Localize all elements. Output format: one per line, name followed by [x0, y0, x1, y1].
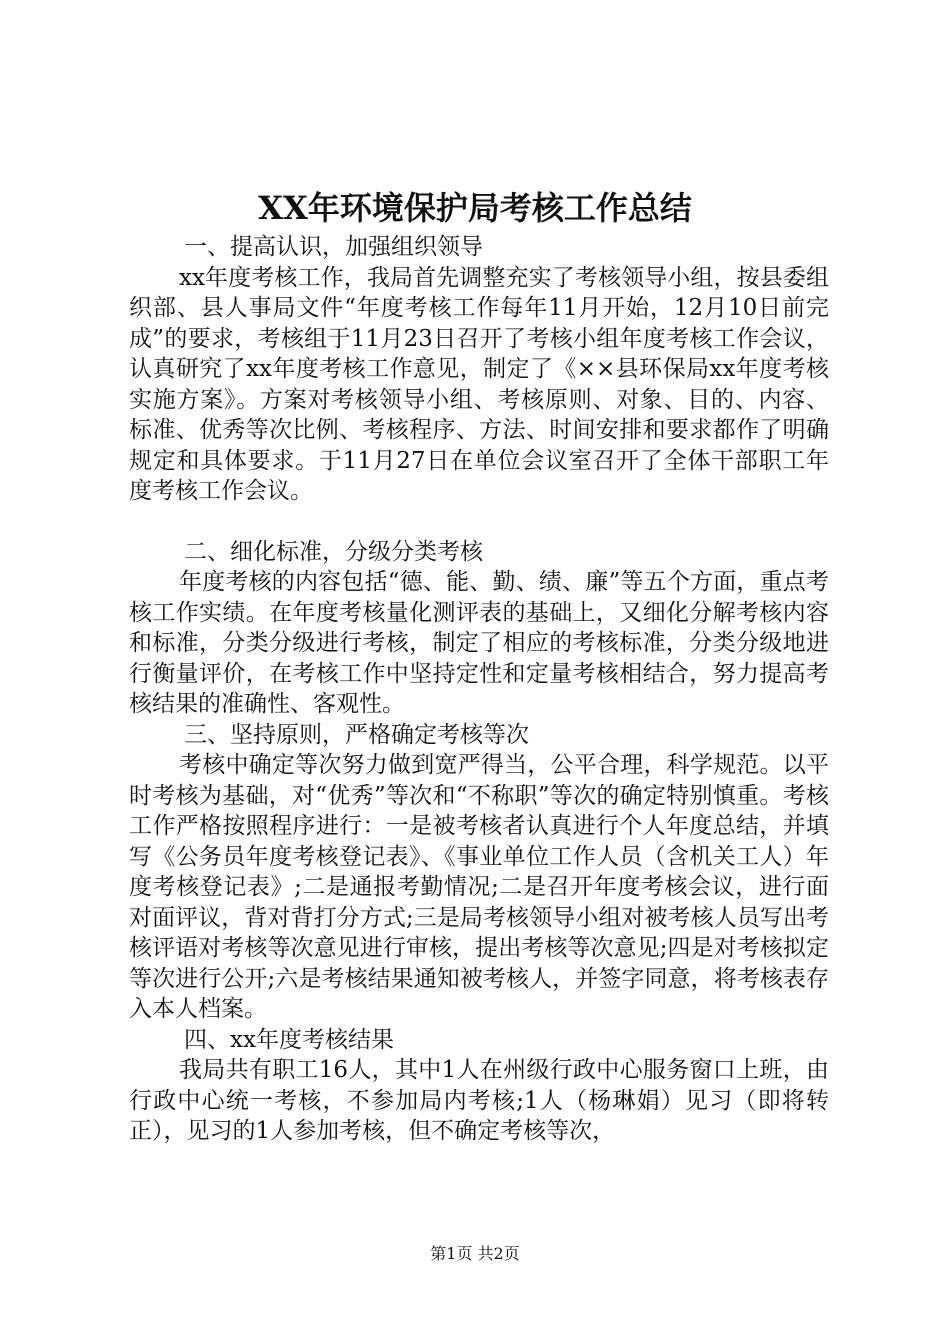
paragraph-gap [129, 507, 829, 537]
section-paragraph: 年度考核的内容包括“德、能、勤、绩、廉”等五个方面，重点考核工作实绩。在年度考核量化测评表的基础上，又细化分解考核内容和标准，分类分级进行考核，制定了相应的考核标准，分类分级地进行衡量评价，在考核工作中坚持定性和定量考核相结合，努力提高考核结果的准确性、客观性。 [129, 569, 829, 717]
section-paragraph: 我局共有职工16人，其中1人在州级行政中心服务窗口上班，由行政中心统一考核，不参加局内考核;1人（杨琳娟）见习（即将转正），见习的1人参加考核，但不确定考核等次， [129, 1057, 829, 1144]
document-title: XX年环境保护局考核工作总结 [258, 189, 692, 227]
section-paragraph: xx年度考核工作，我局首先调整充实了考核领导小组，按县委组织部、县人事局文件“年度考核工作每年11月开始，12月10日前完成”的要求，考核组于11月23日召开了考核小组年度考核工作会议，认真研究了xx年度考核工作意见，制定了《××县环保局xx年度考核实施方案》。方案对考核领导小组、考核原则、对象、目的、内容、标准、优秀等次比例、考核程序、方法、时间安排和要求都作了明确规定和具体要求。于11月27日在单位会议室召开了全体干部职工年度考核工作会议。 [129, 264, 829, 504]
section-heading: 一、提高认识，加强组织领导 [184, 234, 483, 260]
page-footer: 第1页 共2页 [430, 1244, 520, 1263]
section-3 [129, 720, 829, 1025]
section-2 [129, 537, 829, 720]
document-body [129, 232, 829, 1147]
section-paragraph: 考核中确定等次努力做到宽严得当，公平合理，科学规范。以平时考核为基础，对“优秀”等次和“不称职”等次的确定特别慎重。考核工作严格按照程序进行：一是被考核者认真进行个人年度总结，并填写《公务员年度考核登记表》、《事业单位工作人员（含机关工人）年度考核登记表》;二是通报考勤情况;二是召开年度考核会议，进行面对面评议，背对背打分方式;三是局考核领导小组对被考核人员写出考核评语对考核等次意见进行审核，提出考核等次意见;四是对考核拟定等次进行公开;六是考核结果通知被考核人，并签字同意，将考核表存入本人档案。 [129, 752, 829, 1022]
section-4 [129, 1025, 829, 1147]
section-1 [129, 232, 829, 507]
section-heading: 三、坚持原则，严格确定考核等次 [184, 721, 529, 748]
section-heading: 二、细化标准，分级分类考核 [184, 538, 483, 565]
section-heading: 四、xx年度考核结果 [184, 1026, 394, 1053]
